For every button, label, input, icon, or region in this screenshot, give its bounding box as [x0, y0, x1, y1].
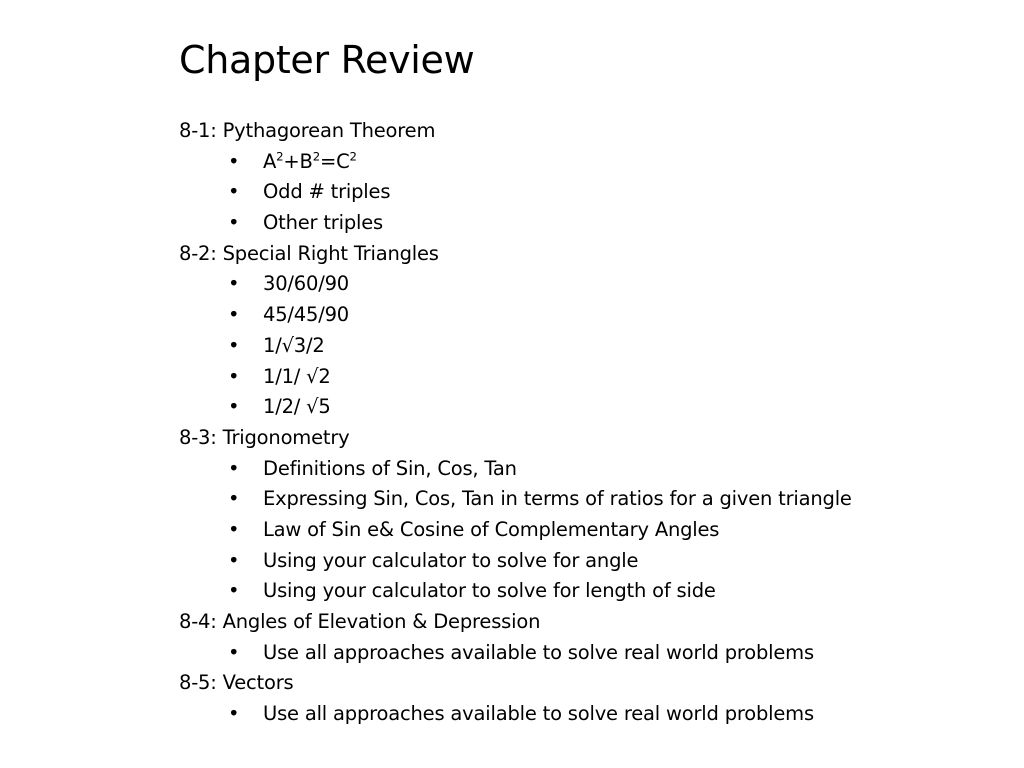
bullet-text: Other triples — [263, 211, 383, 235]
bullet-text: Use all approaches available to solve real world problems — [263, 640, 814, 664]
bullet-item — [179, 638, 959, 669]
bullet-icon: • — [228, 456, 240, 480]
bullet-item — [179, 392, 959, 423]
bullet-item — [179, 331, 959, 362]
bullet-icon: • — [228, 333, 240, 357]
bullet-item — [179, 177, 959, 208]
bullet-icon: • — [228, 303, 240, 327]
exponent: 2 — [349, 149, 357, 164]
bullet-icon: • — [228, 364, 240, 388]
slide-title: Chapter Review — [179, 38, 475, 82]
section-heading: 8-4: Angles of Elevation & Depression — [179, 610, 541, 633]
bullet-item — [179, 269, 959, 300]
bullet-item — [179, 699, 959, 730]
bullet-text: 1/1/ √2 — [263, 364, 331, 388]
exponent: 2 — [312, 149, 320, 164]
formula-part: +B — [283, 149, 313, 173]
bullet-item — [179, 484, 959, 515]
section-heading: 8-1: Pythagorean Theorem — [179, 119, 436, 142]
slide-content — [179, 116, 959, 730]
bullet-text: Use all approaches available to solve real world problems — [263, 702, 814, 726]
bullet-text: Expressing Sin, Cos, Tan in terms of ratios for a given triangle — [263, 487, 852, 511]
bullet-text: 45/45/90 — [263, 303, 349, 327]
section-heading: 8-2: Special Right Triangles — [179, 241, 439, 265]
section-heading: 8-5: Vectors — [179, 671, 294, 695]
bullet-icon: • — [228, 517, 240, 541]
bullet-icon: • — [228, 640, 240, 664]
bullet-icon: • — [228, 487, 240, 511]
bullet-icon: • — [228, 180, 240, 204]
bullet-text: 1/2/ √5 — [263, 395, 331, 419]
bullet-text: 30/60/90 — [263, 272, 349, 296]
exponent: 2 — [276, 149, 284, 164]
formula-part: =C — [319, 149, 350, 173]
formula-text — [263, 150, 357, 173]
bullet-item — [179, 300, 959, 331]
bullet-icon: • — [228, 702, 240, 726]
bullet-item — [179, 208, 959, 239]
bullet-text: 1/√3/2 — [263, 333, 325, 357]
bullet-item — [179, 147, 959, 178]
bullet-icon: • — [228, 211, 240, 235]
bullet-text: Using your calculator to solve for angle — [263, 548, 639, 572]
bullet-icon: • — [228, 395, 240, 419]
bullet-text: Using your calculator to solve for length of side — [263, 579, 716, 603]
bullet-item — [179, 515, 959, 546]
bullet-icon: • — [228, 548, 240, 572]
bullet-text: Odd # triples — [263, 180, 391, 204]
bullet-icon: • — [228, 579, 240, 603]
bullet-item — [179, 576, 959, 607]
bullet-item — [179, 454, 959, 485]
bullet-text: Law of Sin e& Cosine of Complementary Angles — [263, 517, 720, 541]
bullet-icon: • — [228, 272, 240, 296]
bullet-item — [179, 362, 959, 393]
bullet-item — [179, 546, 959, 577]
bullet-icon: • — [228, 149, 240, 173]
section-heading: 8-3: Trigonometry — [179, 425, 350, 449]
formula-part: A — [263, 149, 277, 173]
bullet-text: Definitions of Sin, Cos, Tan — [263, 456, 517, 480]
